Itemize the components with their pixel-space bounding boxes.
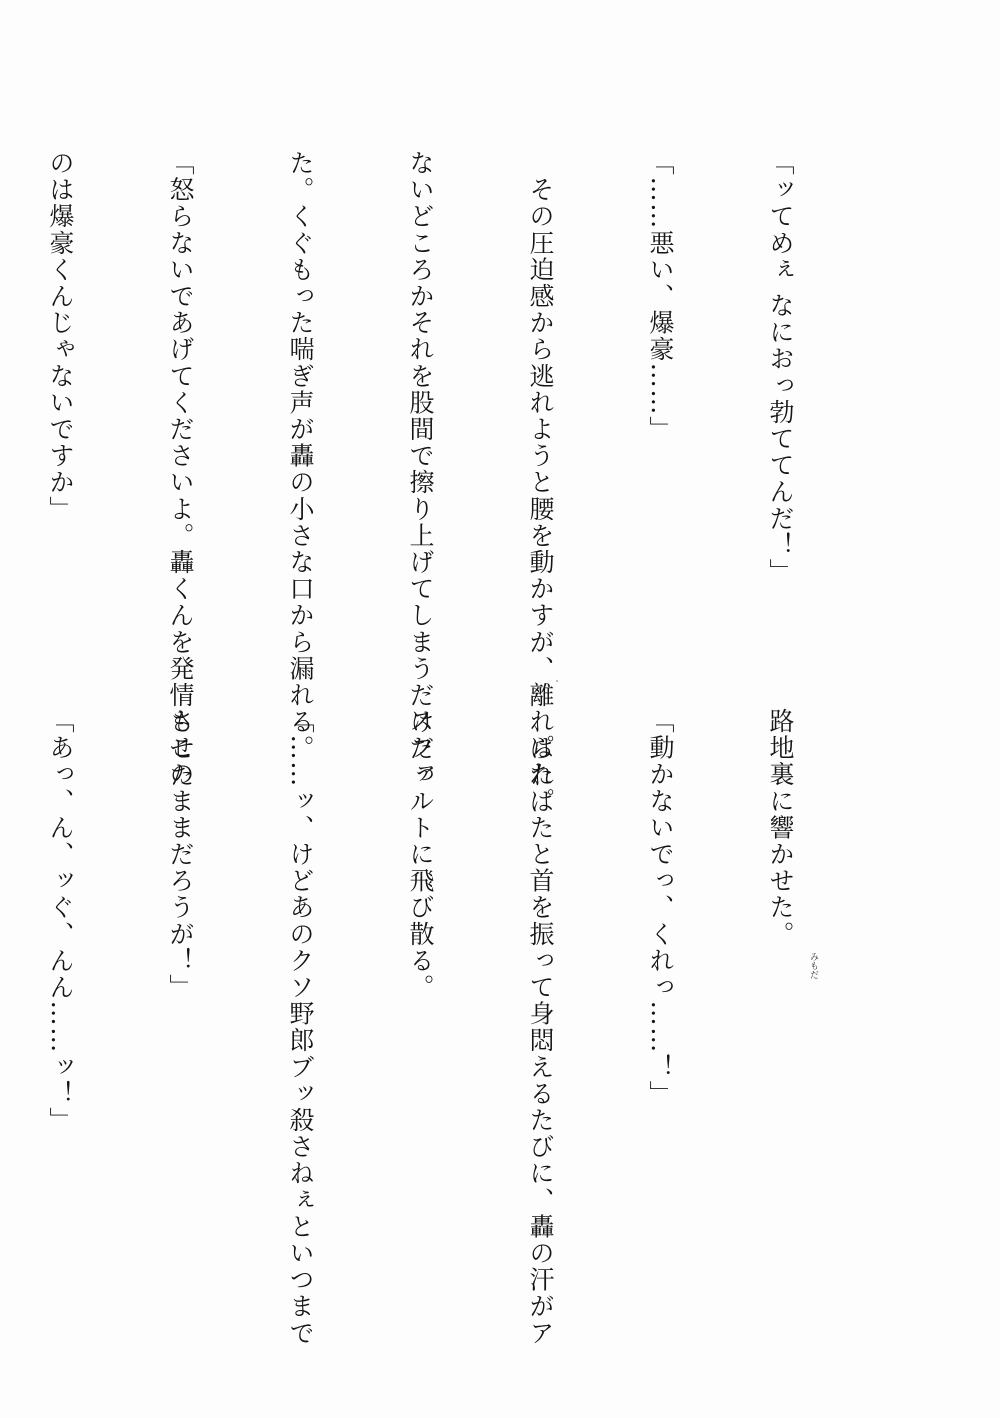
ruby-reading: みもだ	[808, 952, 818, 979]
text-column: のは爆豪くんじゃないですか」	[46, 150, 75, 523]
text-column: 「怒らないであげてくださいよ。轟くんを発情させた	[166, 150, 195, 789]
text-column: 路地裏に響かせた。	[766, 708, 795, 948]
text-column: スファルトに飛び散る。	[406, 708, 435, 1001]
lower-text-tier	[0, 708, 880, 1347]
text-column: ぱたぱたと首を振って身悶えるたびに、轟の汗がア	[526, 708, 555, 1347]
text-column: 「ッてめぇ なにおっ勃ててんだ！」	[766, 150, 795, 586]
scan-speck	[556, 680, 558, 682]
text-column: た。くぐもった喘ぎ声が轟の小さな口から漏れる。	[286, 150, 315, 762]
text-column: 「動かないでっ、くれっ……！」	[646, 708, 675, 1107]
text-column: もこのままだろうが！」	[166, 708, 195, 1001]
text-column: 「……ッ、けどあのクソ野郎ブッ殺さねぇといつまで	[286, 708, 315, 1347]
text-column: その圧迫感から逃れようと腰を動かすが、離れられ	[526, 150, 555, 789]
text-column: ないどころかそれを股間で擦り上げてしまうだけだっ	[406, 150, 435, 789]
upper-text-tier	[0, 150, 880, 789]
text-column: 「……悪い、爆豪……」	[646, 150, 675, 443]
text-column: 「あっ、ん、ッぐ、んん……ッ！」	[46, 708, 75, 1134]
